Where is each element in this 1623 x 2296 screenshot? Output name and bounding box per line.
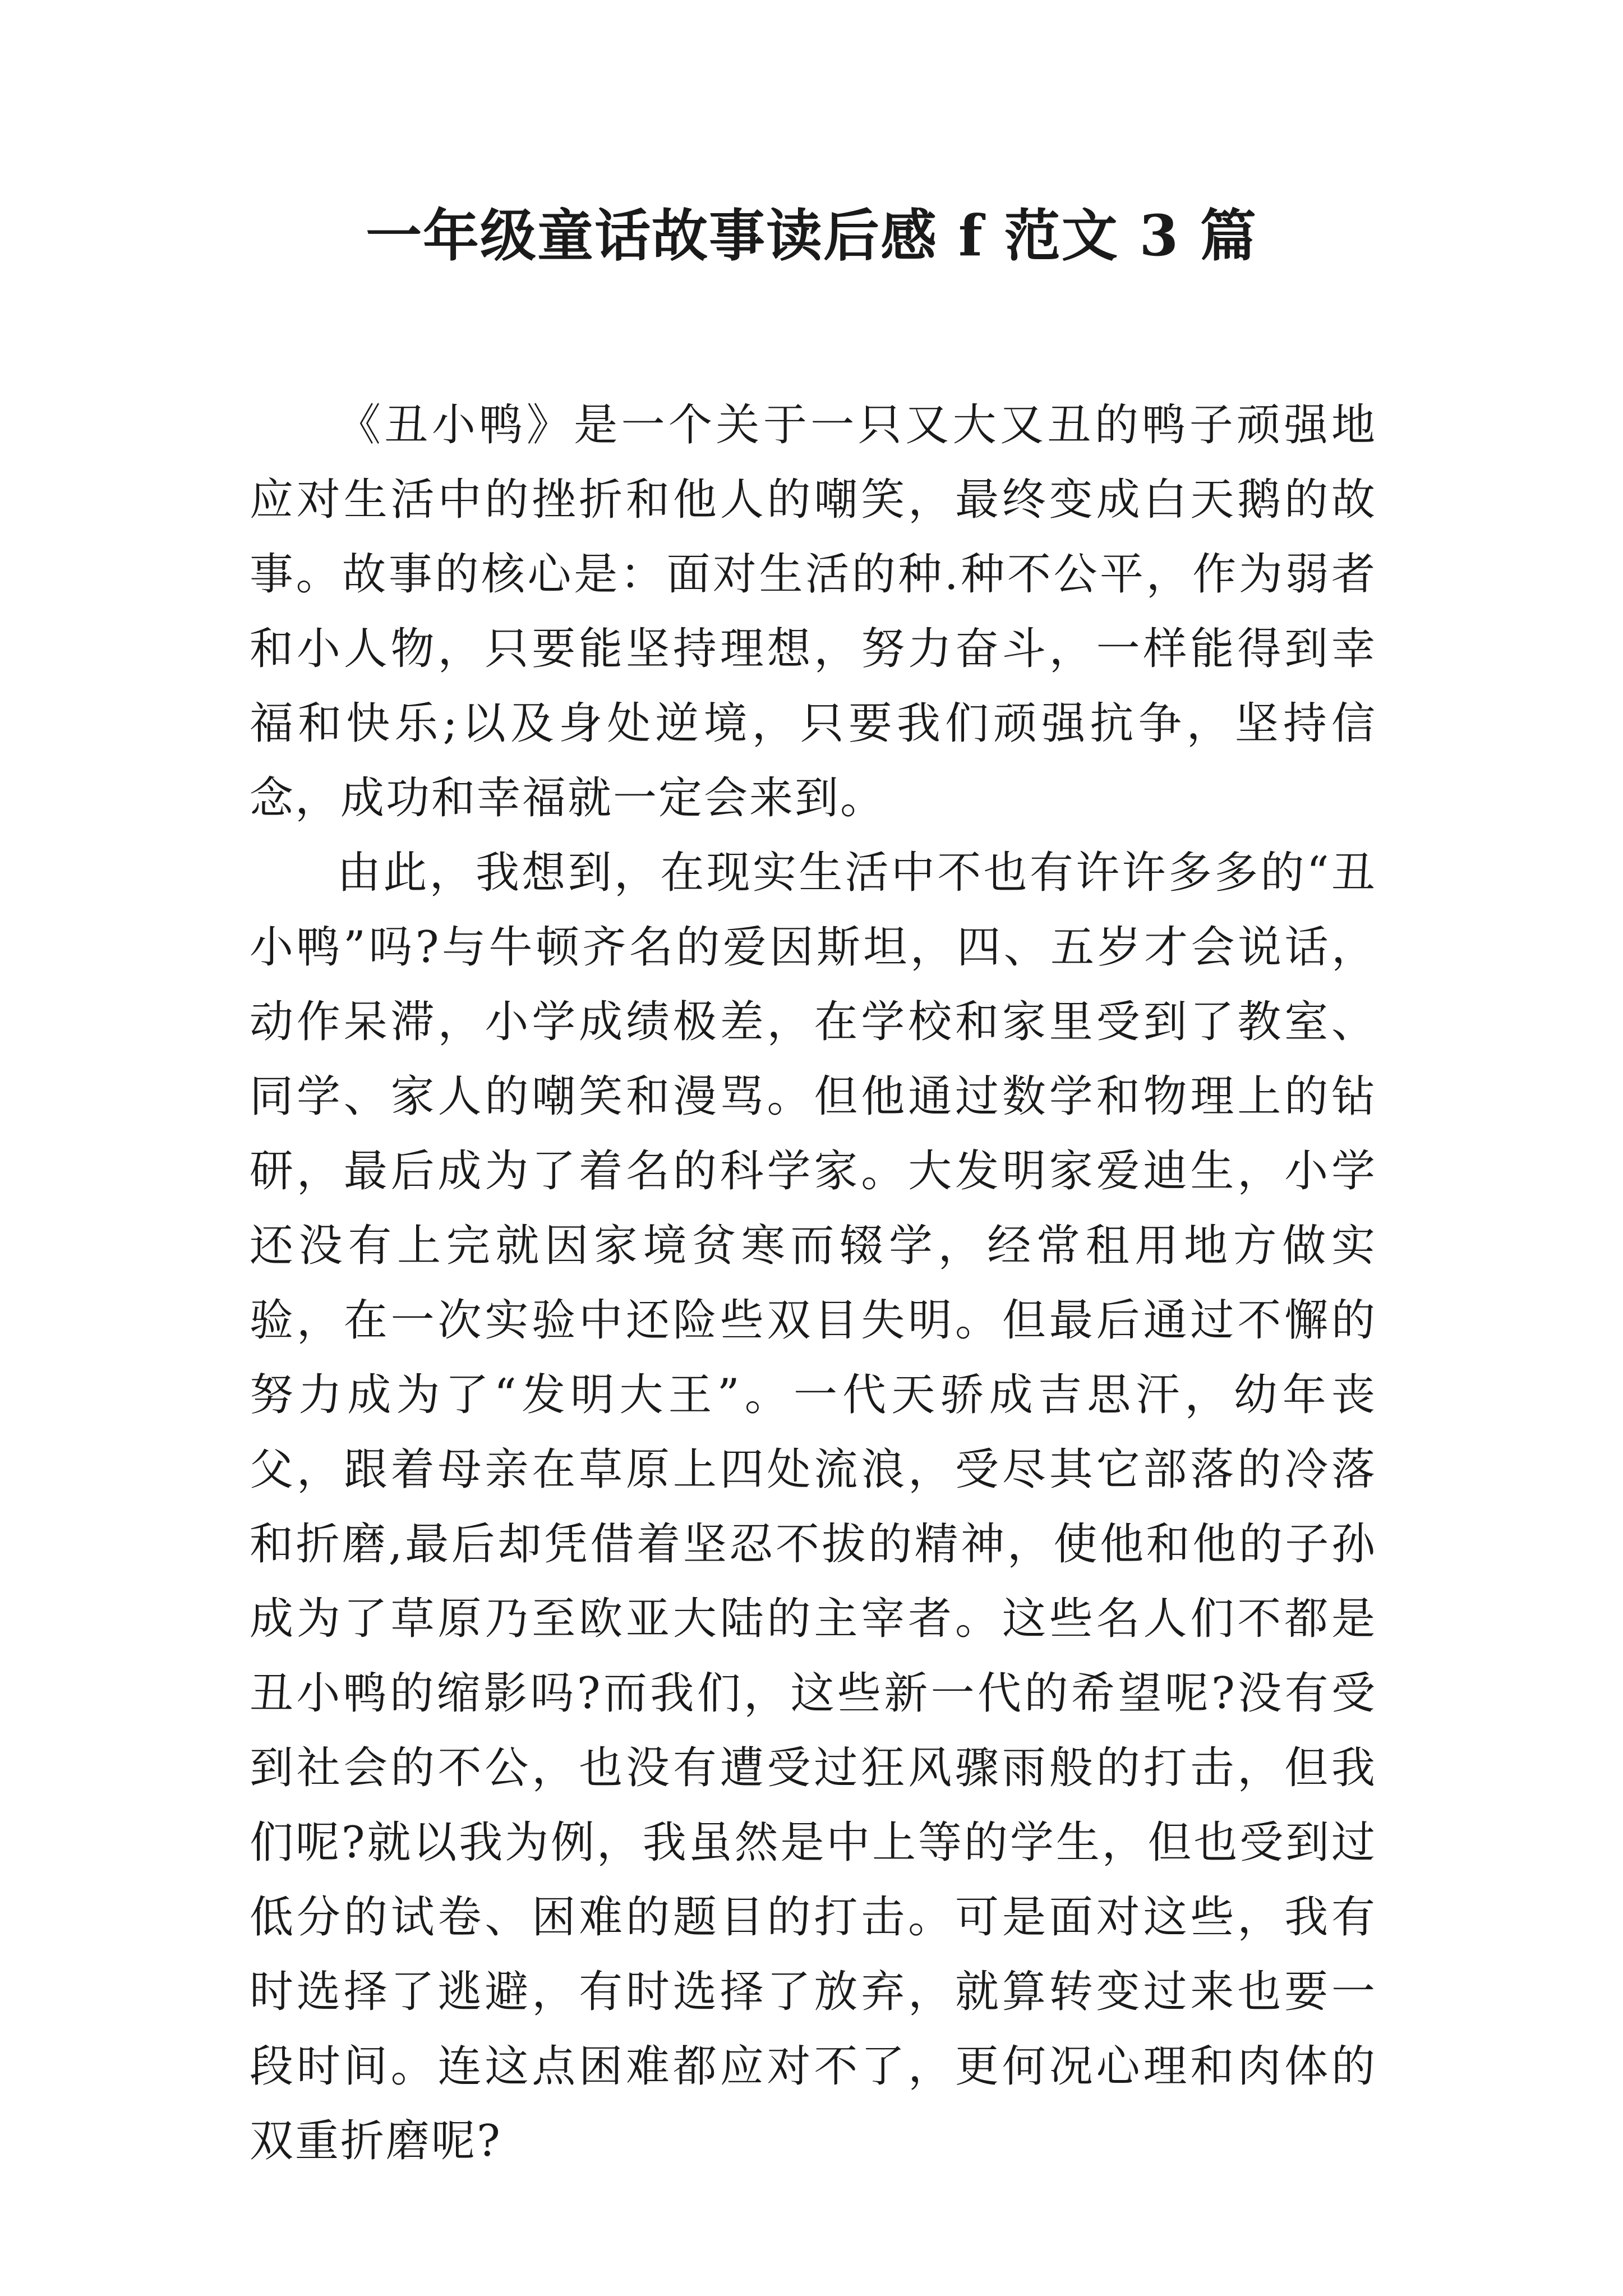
body-paragraph: 由此，我想到，在现实生活中不也有许许多多的“丑小鸭”吗?与牛顿齐名的爱因斯坦，四、五岁才会说话，动作呆滞，小学成绩极差，在学校和家里受到了教室、同学、家人的嘲笑和漫骂。但他通过数学和物理上的钻研，最后成为了着名的科学家。大发明家爱迪生，小学还没有上完就因家境贫寒而辍学，经常租用地方做实验，在一次实验中还险些双目失明。但最后通过不懈的努力成为了“发明大王”。一代天骄成吉思汗，幼年丧父，跟着母亲在草原上四处流浪，受尽其它部落的冷落和折磨,最后却凭借着坚忍不拔的精神，使他和他的子孙成为了草原乃至欧亚大陆的主宰者。这些名人们不都是丑小鸭的缩影吗?而我们，这些新一代的希望呢?没有受到社会的不公，也没有遭受过狂风骤雨般的打击，但我们呢?就以我为例，我虽然是中上等的学生，但也受到过低分的试卷、困难的题目的打击。可是面对这些，我有时选择了逃避，有时选择了放弃，就算转变过来也要一段时间。连这点困难都应对不了，更何况心理和肉体的双重折磨呢? bbox=[250, 848, 1377, 2166]
document-body bbox=[250, 388, 1377, 2179]
body-paragraph: 《丑小鸭》是一个关于一只又大又丑的鸭子顽强地应对生活中的挫折和他人的嘲笑，最终变成白天鹅的故事。故事的核心是：面对生活的种.种不公平，作为弱者和小人物，只要能坚持理想，努力奋斗，一样能得到幸福和快乐;以及身处逆境，只要我们顽强抗争，坚持信念，成功和幸福就一定会来到。 bbox=[250, 400, 1377, 823]
document-title: 一年级童话故事读后感 f 范文 3 篇 bbox=[366, 203, 1257, 269]
